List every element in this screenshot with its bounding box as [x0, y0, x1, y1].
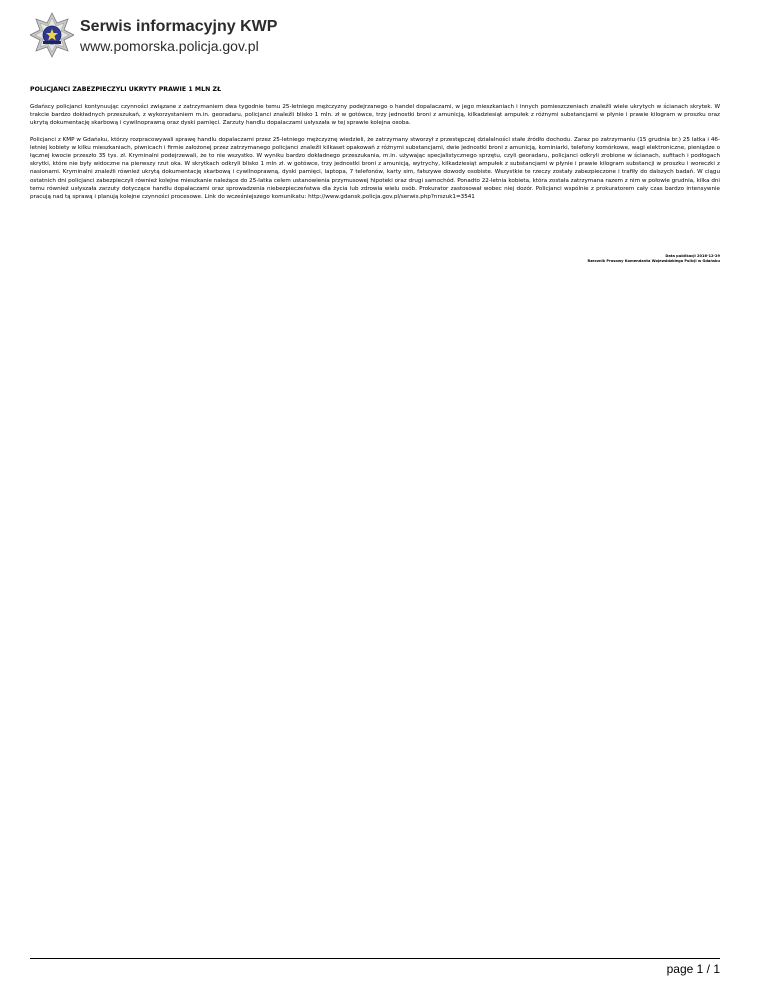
publication-date: Data publikacji 2016-12-29 [665, 254, 720, 258]
article-title: POLICJANCI ZABEZPIECZYLI UKRYTY PRAWIE 1 MLN ZŁ [30, 86, 222, 93]
author-label: Rzecznik Prasowy Komendanta Wojewódzkiego Policji w Gdańsku [587, 259, 720, 263]
page-number: page 1 / 1 [666, 962, 720, 976]
article [30, 86, 720, 209]
police-star-badge-icon [30, 12, 74, 58]
publication-meta [587, 254, 720, 264]
site-title: Serwis informacyjny KWP [80, 18, 278, 35]
article-paragraph: Policjanci z KMP w Gdańsku, którzy rozpracowywali sprawę handlu dopalaczami przez 25-letniego mężczyznę wiedzieli, że zatrzymany stworzył z przestępczej działalności stałe źródło dochodu. Zaraz po zatrzymaniu (15 grudnia br.) 25 latka i 46-letniej kobiety w kilku mieszkaniach, piwnicach i firmie założonej przez zatrzymanego policjanci znaleźli kilkaset opakowań z różnymi substancjami, dwie jednostki broni z amunicją, kominiarki, telefony komórkowe, wagi elektroniczne, pieniądze o łącznej kwocie przeszło 35 tys. zł. Kryminalni podejrzewali, że to nie wszystko. W wyniku bardzo dokładnego przeszukania, m.in. używając specjalistycznego sprzętu, czyli georadaru, policjanci odkryli zrobione w ścianach, sufitach i podłogach skrytki, które nie były widoczne na pierwszy rzut oka. W skrytkach odkryli blisko 1 mln zł. w gotówce, trzy jednostki broni z amunicją, wytrychy, kilkadziesiąt ampułek z substancjami w płynie i prawie kilogram substancji w proszku i woreczki z nasionami. Kryminalni znaleźli również ukrytą dokumentację skarbową i cywilnoprawną, dyski pamięci, laptopa, 7 telefonów, karty sim, fałszywe dowody osobiste. Wszystkie te rzeczy zostały zabezpieczone i trafiły do dalszych badań. W ciągu ostatnich dni policjanci zabezpieczyli również kolejne mieszkanie należące do 25-latka celem ustanowienia przymusowej hipoteki oraz drugi samochód. Ponadto 22-letnia kobieta, która została zatrzymana razem z nim w połowie grudnia, kilka dni temu również usłyszała zarzuty dotyczące handlu dopalaczami oraz sprowadzenia niebezpieczeństwa dla życia lub zdrowia wielu osób. Prokurator zastosował wobec niej dozór. Policjanci wspólnie z prokuratorem cały czas bardzo intensywnie pracują nad tą sprawą i planują kolejne czynności procesowe. Link do wcześniejszego komunikatu: http://www.gdansk.policja.gov.pl/serwis.php?nrszuk1=3541 [30, 136, 720, 201]
footer-divider [30, 958, 720, 959]
article-paragraph: Gdańscy policjanci kontynuując czynności związane z zatrzymaniem dwa tygodnie temu 25-letniego mężczyzny podejrzanego o handel dopalaczami, w jego mieszkaniach i innych pomieszczeniach znaleźli wiele ukrytych w ścianach skrytek. W trakcie bardzo dokładnych przeszukań, z wykorzystaniem m.in. georadaru, policjanci znaleźli blisko 1 mln. zł w gotówce, trzy jednostki broni z amunicją, kilkadziesiąt ampułek z różnymi substancjami w płynie i prawie kilogram w proszku oraz ukrytą dokumentację skarbową i cywilnoprawną oraz dyski pamięci. Zarzuty handlu dopalaczami usłyszała w tej sprawie kolejna osoba. [30, 104, 720, 127]
site-header [30, 12, 277, 58]
site-url[interactable]: www.pomorska.policja.gov.pl [80, 38, 259, 54]
